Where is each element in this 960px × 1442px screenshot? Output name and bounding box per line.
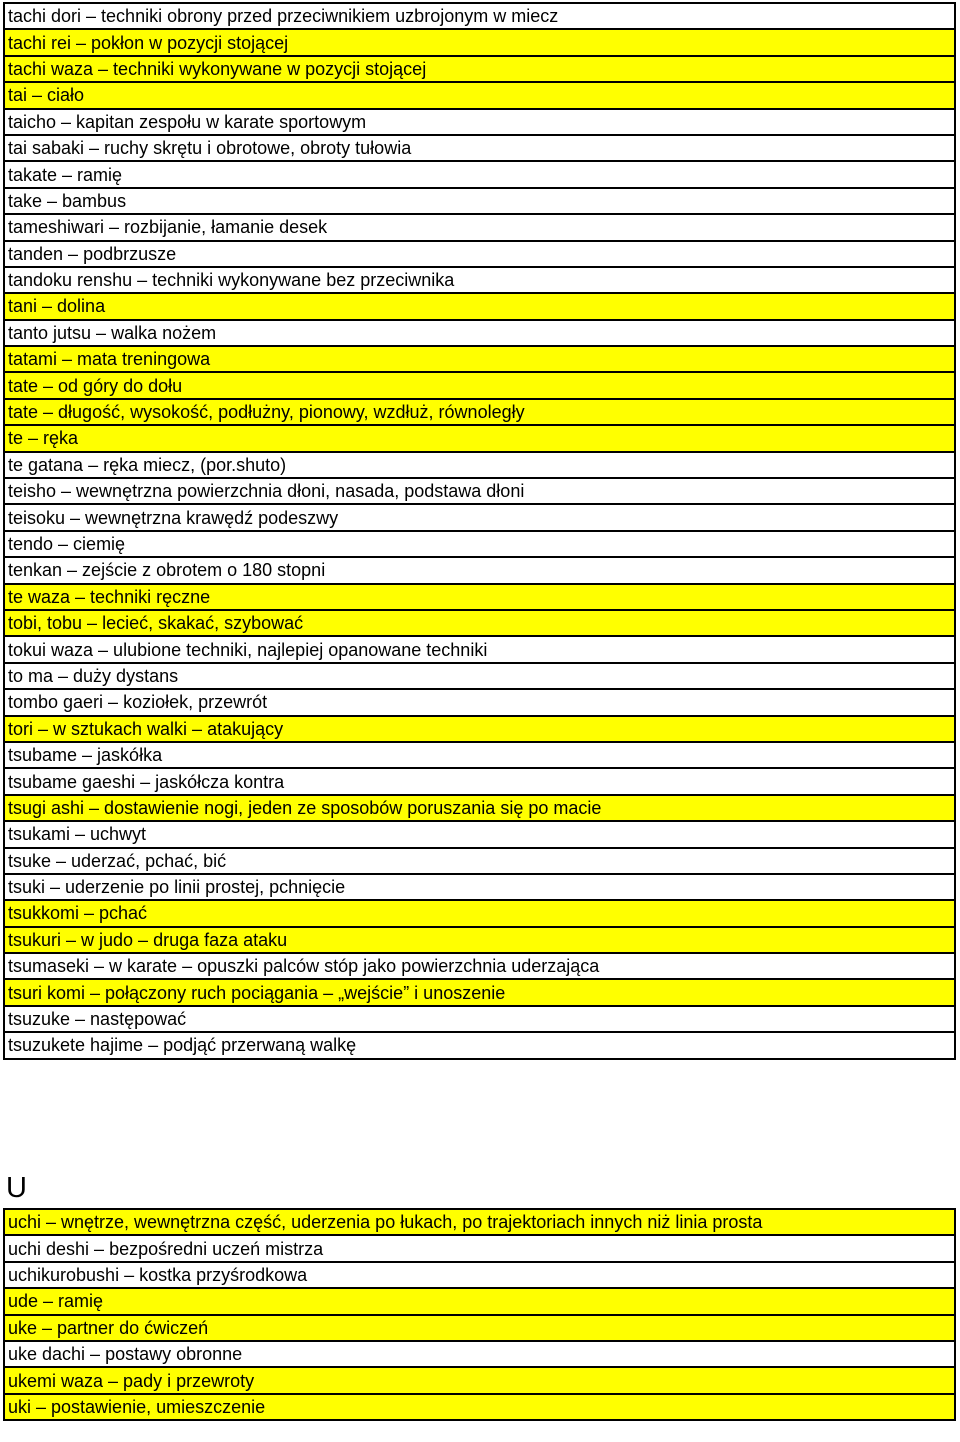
glossary-row [4, 531, 955, 557]
glossary-entry: tate – długość, wysokość, podłużny, pionowy, wzdłuż, równoległy [4, 399, 955, 425]
glossary-row [4, 742, 955, 768]
glossary-entry: uchi – wnętrze, wewnętrzna część, uderzenia po łukach, po trajektoriach innych niż linia prosta [4, 1209, 955, 1235]
glossary-row [4, 584, 955, 610]
glossary-entry: tatami – mata treningowa [4, 346, 955, 372]
glossary-entry: teisho – wewnętrzna powierzchnia dłoni, nasada, podstawa dłoni [4, 478, 955, 504]
glossary-row [4, 241, 955, 267]
glossary-entry: tanden – podbrzusze [4, 241, 955, 267]
glossary-entry: tandoku renshu – techniki wykonywane bez przeciwnika [4, 267, 955, 293]
glossary-entry: tachi dori – techniki obrony przed przeciwnikiem uzbrojonym w miecz [4, 3, 955, 29]
glossary-row [4, 135, 955, 161]
glossary-row [4, 452, 955, 478]
glossary-row [4, 1367, 955, 1393]
glossary-row [4, 689, 955, 715]
glossary-entry: tobi, tobu – lecieć, skakać, szybować [4, 610, 955, 636]
glossary-entry: tsumaseki – w karate – opuszki palców stóp jako powierzchnia uderzająca [4, 953, 955, 979]
glossary-entry: ude – ramię [4, 1288, 955, 1314]
glossary-row [4, 478, 955, 504]
glossary-entry: tsuke – uderzać, pchać, bić [4, 848, 955, 874]
glossary-entry: tsuzuke – następować [4, 1006, 955, 1032]
glossary-row [4, 214, 955, 240]
glossary-entry: uchi deshi – bezpośredni uczeń mistrza [4, 1235, 955, 1261]
glossary-row [4, 557, 955, 583]
glossary-entry: tsuki – uderzenie po linii prostej, pchnięcie [4, 874, 955, 900]
glossary-row [4, 1262, 955, 1288]
glossary-table-u [3, 1208, 956, 1421]
glossary-row [4, 1288, 955, 1314]
glossary-row [4, 320, 955, 346]
glossary-row [4, 1006, 955, 1032]
glossary-entry: uchikurobushi – kostka przyśrodkowa [4, 1262, 955, 1288]
glossary-entry: tokui waza – ulubione techniki, najlepiej opanowane techniki [4, 636, 955, 662]
glossary-entry: tendo – ciemię [4, 531, 955, 557]
glossary-row [4, 874, 955, 900]
glossary-row [4, 1235, 955, 1261]
glossary-row [4, 425, 955, 451]
glossary-row [4, 716, 955, 742]
glossary-entry: ukemi waza – pady i przewroty [4, 1367, 955, 1393]
glossary-row [4, 1394, 955, 1420]
glossary-entry: tachi waza – techniki wykonywane w pozycji stojącej [4, 56, 955, 82]
glossary-row [4, 900, 955, 926]
glossary-entry: tombo gaeri – koziołek, przewrót [4, 689, 955, 715]
glossary-row [4, 293, 955, 319]
glossary-entry: tachi rei – pokłon w pozycji stojącej [4, 29, 955, 55]
glossary-row [4, 399, 955, 425]
glossary-row [4, 1032, 955, 1058]
glossary-entry: tsukami – uchwyt [4, 821, 955, 847]
glossary-row [4, 346, 955, 372]
glossary-entry: taicho – kapitan zespołu w karate sportowym [4, 109, 955, 135]
section-letter-heading: U [6, 1172, 27, 1204]
glossary-entry: teisoku – wewnętrzna krawędź podeszwy [4, 504, 955, 530]
glossary-row [4, 82, 955, 108]
glossary-row [4, 979, 955, 1005]
glossary-row [4, 795, 955, 821]
glossary-entry: uke dachi – postawy obronne [4, 1341, 955, 1367]
glossary-row [4, 927, 955, 953]
glossary-table-t-body [4, 3, 955, 1059]
glossary-entry: tsuri komi – połączony ruch pociągania – „wejście” i unoszenie [4, 979, 955, 1005]
glossary-row [4, 1341, 955, 1367]
glossary-row [4, 3, 955, 29]
glossary-entry: tate – od góry do dołu [4, 372, 955, 398]
glossary-row [4, 848, 955, 874]
glossary-entry: take – bambus [4, 188, 955, 214]
glossary-entry: tani – dolina [4, 293, 955, 319]
glossary-entry: tsukuri – w judo – druga faza ataku [4, 927, 955, 953]
glossary-row [4, 768, 955, 794]
glossary-row [4, 663, 955, 689]
glossary-row [4, 267, 955, 293]
glossary-entry: takate – ramię [4, 161, 955, 187]
glossary-entry: tai – ciało [4, 82, 955, 108]
glossary-row [4, 161, 955, 187]
glossary-entry: tanto jutsu – walka nożem [4, 320, 955, 346]
glossary-entry: te – ręka [4, 425, 955, 451]
glossary-entry: tsugi ashi – dostawienie nogi, jeden ze sposobów poruszania się po macie [4, 795, 955, 821]
glossary-entry: to ma – duży dystans [4, 663, 955, 689]
glossary-row [4, 372, 955, 398]
glossary-entry: tameshiwari – rozbijanie, łamanie desek [4, 214, 955, 240]
glossary-entry: te gatana – ręka miecz, (por.shuto) [4, 452, 955, 478]
glossary-entry: tsukkomi – pchać [4, 900, 955, 926]
glossary-row [4, 610, 955, 636]
glossary-row [4, 188, 955, 214]
glossary-table-u-body [4, 1209, 955, 1420]
glossary-row [4, 953, 955, 979]
glossary-row [4, 56, 955, 82]
glossary-entry: tori – w sztukach walki – atakujący [4, 716, 955, 742]
glossary-entry: te waza – techniki ręczne [4, 584, 955, 610]
glossary-table-t [3, 2, 956, 1060]
glossary-row [4, 504, 955, 530]
glossary-row [4, 636, 955, 662]
glossary-entry: tai sabaki – ruchy skrętu i obrotowe, obroty tułowia [4, 135, 955, 161]
glossary-row [4, 1209, 955, 1235]
glossary-row [4, 1315, 955, 1341]
glossary-row [4, 29, 955, 55]
glossary-row [4, 109, 955, 135]
glossary-entry: tsubame – jaskółka [4, 742, 955, 768]
glossary-row [4, 821, 955, 847]
glossary-entry: tsuzukete hajime – podjąć przerwaną walkę [4, 1032, 955, 1058]
glossary-entry: uke – partner do ćwiczeń [4, 1315, 955, 1341]
glossary-entry: tsubame gaeshi – jaskółcza kontra [4, 768, 955, 794]
glossary-entry: tenkan – zejście z obrotem o 180 stopni [4, 557, 955, 583]
glossary-entry: uki – postawienie, umieszczenie [4, 1394, 955, 1420]
